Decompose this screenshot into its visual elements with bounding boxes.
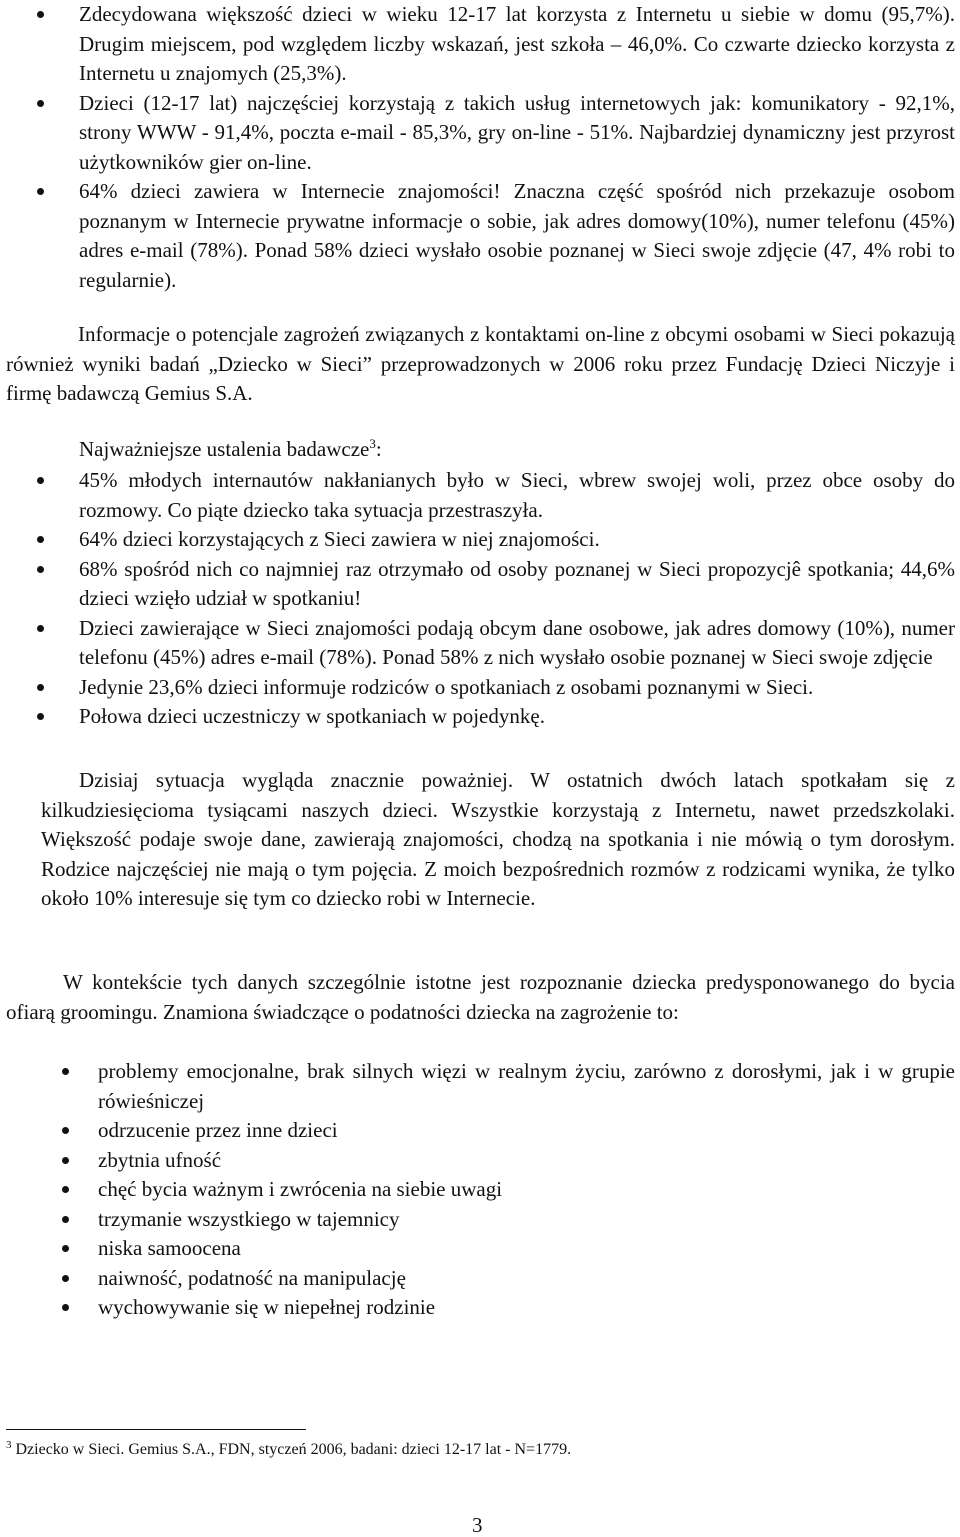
bullet-icon	[37, 100, 44, 107]
bullet-icon	[62, 1245, 69, 1252]
body-paragraph	[6, 320, 955, 409]
footnote-reference[interactable]: 3	[369, 436, 376, 451]
bullet-icon	[62, 1275, 69, 1282]
bullet-icon	[62, 1068, 69, 1075]
body-paragraph	[41, 766, 955, 914]
bullet-icon	[62, 1304, 69, 1311]
list-item-text: 64% dzieci korzystających z Sieci zawiera w niej znajomości.	[79, 527, 600, 551]
list-item-text: Dzieci (12-17 lat) najczęściej korzystają z takich usług internetowych jak: komunikatory - 92,1%, strony WWW - 91,4%, poczta e-mail - 85,3%, gry on-line - 51%. Najbardziej dynamiczny jest przyrost użytkowników gier on-line.	[79, 90, 955, 174]
risk-factors-list	[0, 1057, 955, 1323]
findings-heading-text: Najważniejsze ustalenia badawcze	[79, 437, 370, 461]
list-item	[0, 1205, 955, 1235]
bullet-icon	[37, 11, 44, 18]
list-item-text: Dzieci zawierające w Sieci znajomości podają obcym dane osobowe, jak adres domowy (10%), numer telefonu (45%) adres e-mail (78%). Ponad 58% z nich wysłało osobie poznanej w Sieci swoje zdjęcie	[79, 615, 955, 669]
list-item-text: 68% spośród nich co najmniej raz otrzymało od osoby poznanej w Sieci propozycjê spotkania; 44,6% dzieci wzięło udział w spotkaniu!	[79, 556, 955, 610]
list-item-text: Jedynie 23,6% dzieci informuje rodziców o spotkaniach z osobami poznanymi w Sieci.	[79, 674, 814, 699]
list-item	[0, 555, 955, 614]
list-item	[0, 673, 955, 703]
list-item	[0, 1234, 955, 1264]
bullet-icon	[62, 1127, 69, 1134]
list-item	[0, 1146, 955, 1176]
list-item-text: odrzucenie przez inne dzieci	[98, 1118, 338, 1142]
list-item	[0, 1116, 955, 1146]
page-number: 3	[472, 1513, 483, 1537]
bullet-icon	[62, 1157, 69, 1164]
statistics-list	[0, 0, 955, 295]
list-item-text: 45% młodych internautów nakłanianych było w Sieci, wbrew swojej woli, przez obce osoby do rozmowy. Co piąte dziecko taka sytuacja przestraszyła.	[79, 468, 955, 522]
footnote	[6, 1438, 571, 1462]
list-item	[0, 177, 955, 295]
list-item-text: niska samoocena	[98, 1236, 241, 1260]
bullet-icon	[37, 188, 44, 195]
footnote-number: 3	[6, 1439, 12, 1451]
bullet-icon	[37, 536, 44, 543]
bullet-icon	[37, 477, 44, 484]
list-item-text: chęć bycia ważnym i zwrócenia na siebie uwagi	[98, 1177, 503, 1201]
list-item	[0, 1264, 955, 1294]
bullet-icon	[37, 566, 44, 573]
paragraph-text: W kontekście tych danych szczególnie istotne jest rozpoznanie dziecka predysponowanego do bycia ofiarą groomingu. Znamiona świadczące o podatności dziecka na zagrożenie to:	[6, 970, 955, 1024]
findings-list	[0, 466, 955, 732]
list-item-text: wychowywanie się w niepełnej rodzinie	[98, 1295, 436, 1319]
findings-heading	[79, 435, 382, 465]
bullet-icon	[37, 625, 44, 632]
paragraph-text: Informacje o potencjale zagrożeń związanych z kontaktami on-line z obcymi osobami w Sieci pokazują również wyniki badań „Dziecko w Sieci” przeprowadzonych w 2006 roku przez Fundację Dzieci Niczyje i firmę badawczą Gemius S.A.	[6, 322, 955, 405]
list-item-text: problemy emocjonalne, brak silnych więzi w realnym życiu, zarówno z dorosłymi, jak i w grupie rówieśniczej	[98, 1059, 955, 1113]
list-item-text: zbytnia ufność	[98, 1147, 222, 1172]
list-item	[0, 525, 955, 555]
list-item	[0, 702, 955, 732]
body-paragraph	[6, 968, 955, 1027]
bullet-icon	[62, 1186, 69, 1193]
bullet-icon	[37, 684, 44, 691]
footnote-text: Dziecko w Sieci. Gemius S.A., FDN, styczeń 2006, badani: dzieci 12-17 lat - N=1779.	[11, 1441, 572, 1458]
paragraph-text: Dzisiaj sytuacja wygląda znacznie poważniej. W ostatnich dwóch latach spotkałam się z kilkudziesięcioma tysiącami naszych dzieci. Wszystkie korzystają z Internetu, nawet przedszkolaki. Większość podaje swoje dane, zawierają znajomości, chodzą na spotkania i nie mówią o tym dorosłym. Rodzice najczęściej nie mają o tym pojęcia. Z moich bezpośrednich rozmów z rodzicami wynika, że tylko około 10% interesuje się tym co dziecko robi w Internecie.	[41, 768, 955, 910]
list-item-text: naiwność, podatność na manipulację	[98, 1265, 406, 1290]
list-item	[0, 1057, 955, 1116]
findings-heading-suffix: :	[375, 437, 382, 461]
list-item	[0, 0, 955, 89]
list-item-text: trzymanie wszystkiego w tajemnicy	[98, 1206, 400, 1231]
bullet-icon	[62, 1216, 69, 1223]
list-item	[0, 466, 955, 525]
list-item-text: Zdecydowana większość dzieci w wieku 12-17 lat korzysta z Internetu u siebie w domu (95,7%). Drugim miejscem, pod względem liczby wskazań, jest szkoła – 46,0%. Co czwarte dziecko korzysta z Internetu u znajomych (25,3%).	[79, 2, 955, 85]
list-item-text: Połowa dzieci uczestniczy w spotkaniach w pojedynkę.	[79, 704, 545, 728]
list-item	[0, 1293, 955, 1323]
bullet-icon	[37, 713, 44, 720]
list-item-text: 64% dzieci zawiera w Internecie znajomości! Znaczna część spośród nich przekazuje osobom poznanym w Internecie prywatne informacje o sobie, jak adres domowy(10%), numer telefonu (45%) adres e-mail (78%). Ponad 58% dzieci wysłało osobie poznanej w Sieci swoje zdjęcie (47, 4% robi to regularnie).	[79, 179, 955, 292]
list-item	[0, 89, 955, 178]
footnote-divider	[6, 1429, 306, 1430]
list-item	[0, 1175, 955, 1205]
list-item	[0, 614, 955, 673]
